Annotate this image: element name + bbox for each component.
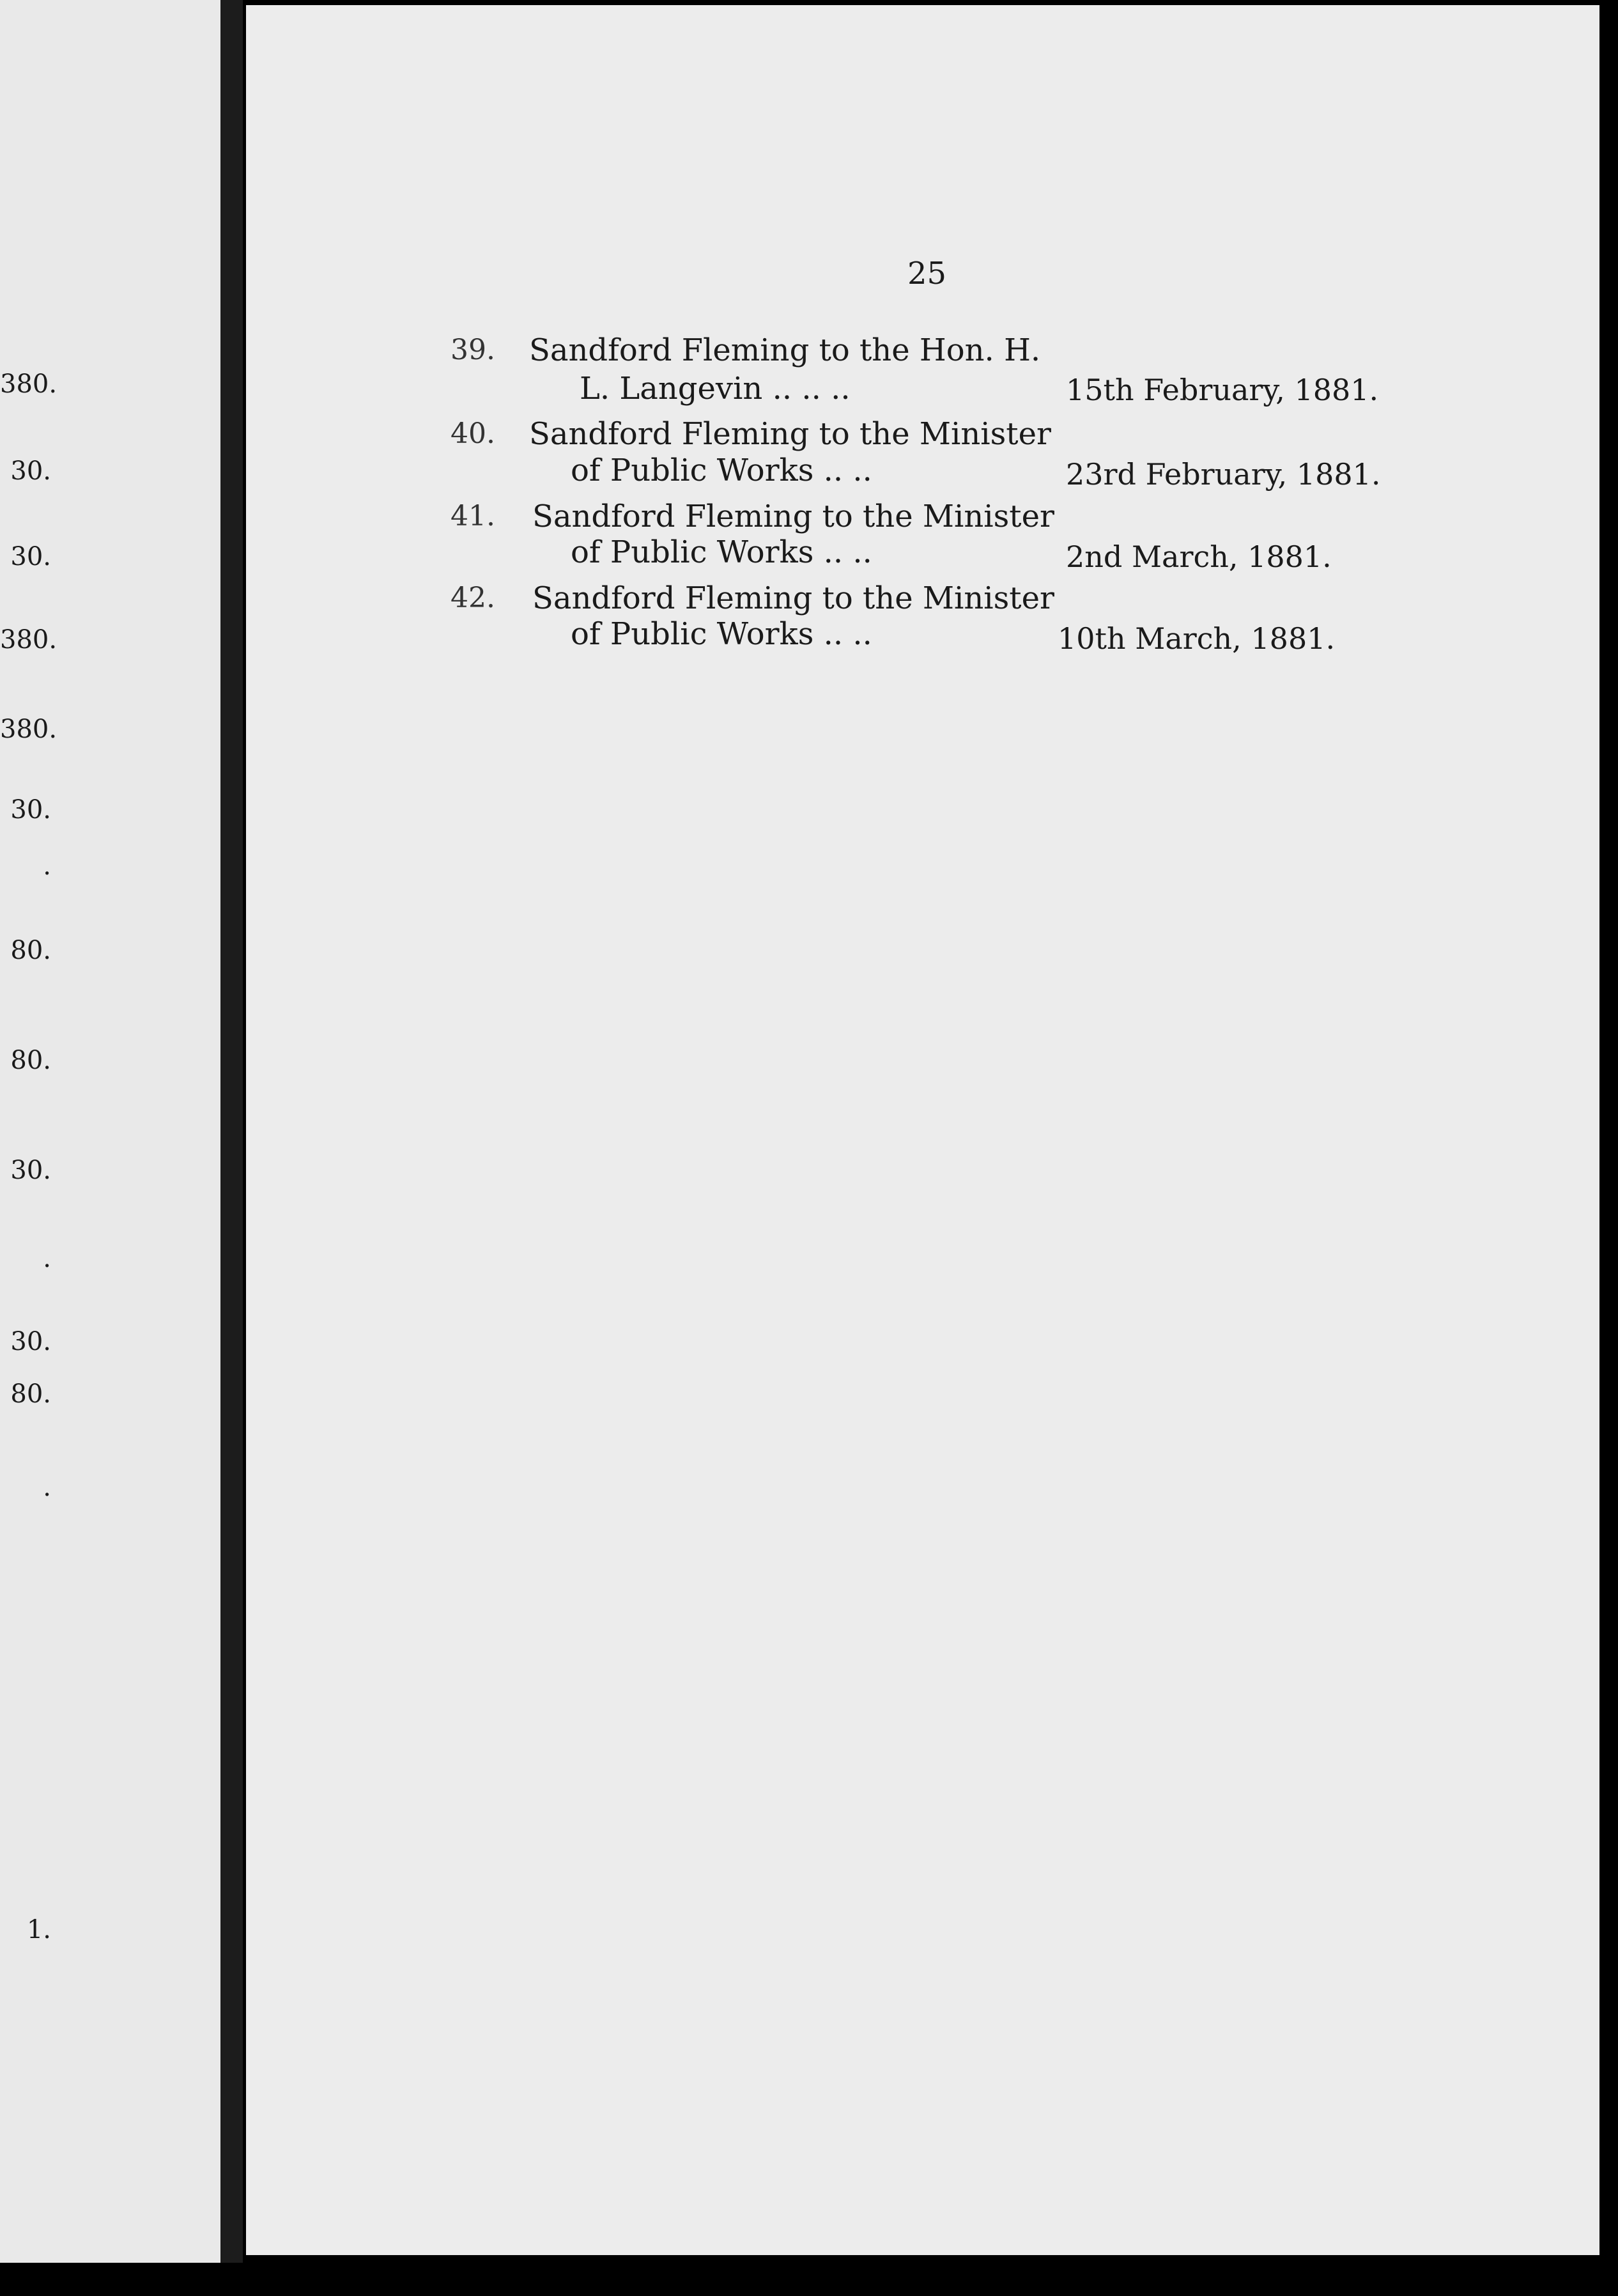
- left-page-line: 80.: [10, 1046, 51, 1075]
- left-page-line: 380.: [0, 625, 58, 655]
- entry-number: 39.: [451, 334, 495, 366]
- left-page-line: 380.: [0, 715, 58, 744]
- entry-title: Sandford Fleming to the Minister: [532, 580, 1054, 616]
- left-page-line: .: [43, 851, 51, 881]
- left-page-line: .: [43, 1244, 51, 1273]
- entry-date: 10th March, 1881.: [1058, 621, 1336, 656]
- right-page: [246, 5, 1599, 2255]
- left-page-line: 30.: [10, 542, 51, 571]
- left-page-line: 30.: [10, 1327, 51, 1356]
- left-page-line: 80.: [10, 936, 51, 965]
- entry-date: 15th February, 1881.: [1066, 373, 1379, 407]
- entry-number: 40.: [451, 417, 495, 450]
- left-page-line: 30.: [10, 795, 51, 825]
- entry-title: Sandford Fleming to the Hon. H.: [529, 332, 1041, 368]
- entry-number: 42.: [451, 582, 495, 614]
- page-number: 25: [907, 256, 947, 291]
- left-page-line: 1.: [26, 1915, 51, 1944]
- left-page-fragment: [0, 0, 243, 2263]
- entry-title: Sandford Fleming to the Minister: [532, 499, 1054, 534]
- left-page-line: .: [43, 1473, 51, 1502]
- entry-title-continued: of Public Works .. ..: [571, 534, 872, 570]
- left-page-line: 30.: [10, 1156, 51, 1185]
- entry-date: 23rd February, 1881.: [1066, 457, 1381, 492]
- left-page-line: 80.: [10, 1379, 51, 1409]
- entry-title-continued: of Public Works .. ..: [571, 453, 872, 488]
- entry-title: Sandford Fleming to the Minister: [529, 416, 1051, 452]
- book-spine: [220, 0, 243, 2263]
- entry-number: 41.: [451, 500, 495, 532]
- entry-date: 2nd March, 1881.: [1066, 539, 1332, 574]
- left-page-line: 380.: [0, 369, 58, 399]
- entry-title-continued: of Public Works .. ..: [571, 616, 872, 652]
- left-page-line: 30.: [10, 456, 51, 486]
- entry-title-continued: L. Langevin .. .. ..: [580, 371, 851, 407]
